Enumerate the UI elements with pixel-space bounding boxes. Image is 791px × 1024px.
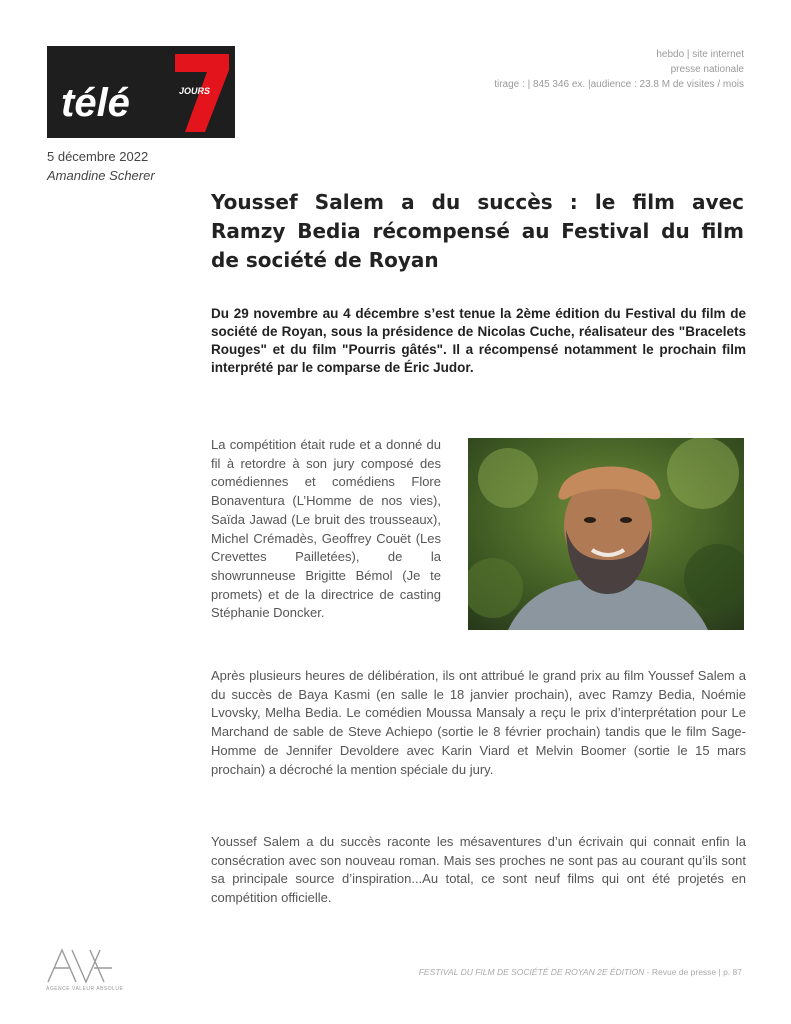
article-paragraph-1: La compétition était rude et a donné du fil à retordre à son jury composé des comédiennes et comédiens Flore Bonaventura (L’Homme de nos vies), Saïda Jawad (Le bruit des trousseaux), Michel Crémadès, Geoffrey Couët (Les Crevettes Pailletées), de la showrunneuse Brigitte Bémol (Je te promets) et de la directrice de casting Stéphanie Doncker. [211,437,441,621]
svg-text:JOURS: JOURS [179,86,211,96]
article-lead: Du 29 novembre au 4 décembre s’est tenue la 2ème édition du Festival du film de société de Royan, sous la présidence de Nicolas Cuche, réalisateur des "Bracelets Rouges" et du film "Pourris gâtés". Il a récompensé notamment le prochain film interprété par le comparse de Éric Judor. [211,306,746,375]
agency-logo-text: AGENCE VALEUR ABSOLUE [46,986,124,992]
portrait-photo-illustration [468,438,744,630]
meta-line-type: hebdo | site internet [656,49,744,60]
agency-logo-mark [46,948,116,984]
article-paragraph-2: Après plusieurs heures de délibération, ils ont attribué le grand prix au film Youssef Salem a du succès de Baya Kasmi (en salle le 18 janvier prochain), avec Ramzy Bedia, Noémie Lvovsky, Melha Bedia. Le comédien Moussa Mansaly a reçu le prix d’interprétation pour Le Marchand de sable de Steve Achiepo (sortie le 8 février prochain) tandis que le film Sage-Homme de Jennifer Devoldere avec Karin Viard et Melvin Boomer (sortie le 15 mars prochain) a décroché la mention spéciale du jury. [211,668,746,777]
article-photo [468,438,744,630]
article-date: 5 décembre 2022 [47,149,149,164]
publication-meta [494,47,744,92]
article-author: Amandine Scherer [47,168,155,183]
footer-event: FESTIVAL DU FILM DE SOCIÉTÉ DE ROYAN 2E ÉDITION - [418,967,650,977]
svg-text:télé: télé [61,81,130,125]
tele7jours-logo [47,46,235,138]
tele7jours-logo-graphic [47,46,235,138]
article-title: Youssef Salem a du succès : le film avec Ramzy Bedia récompensé au Festival du film de société de Royan [211,190,744,272]
page-footer [419,967,742,977]
footer-review: Revue de presse | p. 87 [651,967,742,977]
meta-line-audience: tirage : | 845 346 ex. |audience : 23.8 M de visites / mois [494,79,744,90]
meta-line-scope: presse nationale [670,64,744,75]
article-paragraph-3: Youssef Salem a du succès raconte les mésaventures d’un écrivain qui connait enfin la consécration avec son nouveau roman. Mais ses proches ne sont pas au courant qu’ils sont sa principale source d’inspiration...Au total, ce sont neuf films qui ont été projetés en compétition officielle. [211,834,746,906]
